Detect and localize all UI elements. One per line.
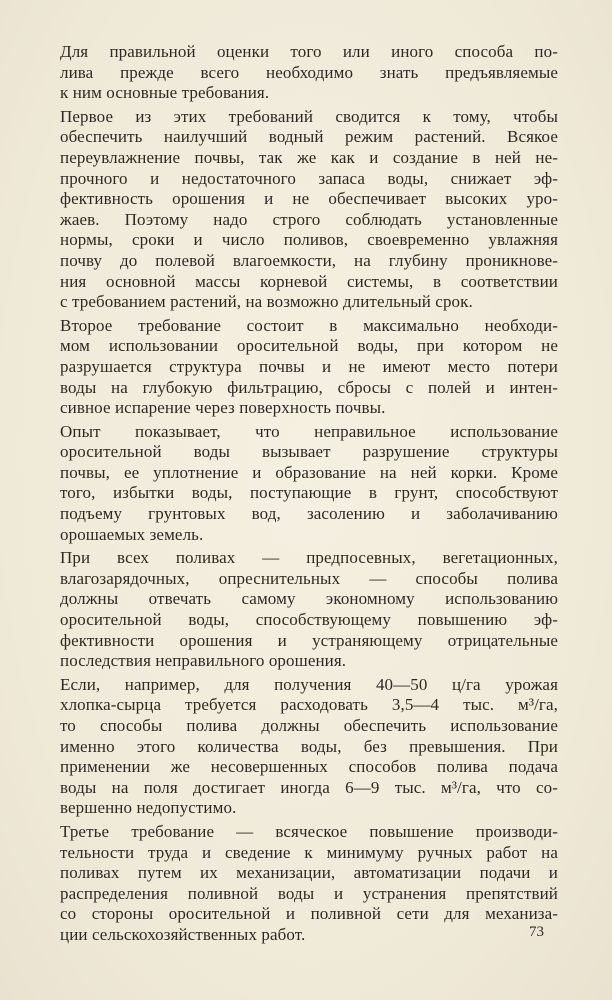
text-line: воды на глубокую фильтрацию, сбросы с полей и интен- [60,377,558,397]
text-line: подъему грунтовых вод, засолению и заболачиванию [60,504,558,524]
text-line: последствия неправильного орошения. [60,651,347,671]
text-line: жаев. Поэтому надо строго соблюдать установленные [60,209,558,229]
text-line: фективность орошения и не обеспечивает высоких уро- [60,189,558,209]
text-line: сивное испарение через поверхность почвы. [60,398,386,418]
text-line: прочного и недостаточного запаса воды, снижает эф- [60,168,558,188]
text-line: переувлажнение почвы, так же как и создание в ней не- [60,147,558,167]
text-line: мом использовании оросительной воды, при котором не [60,336,558,356]
text-line: со стороны оросительной и поливной сети для механиза- [60,904,558,924]
text-line: распределения поливной воды и устранения препятствий [60,883,558,903]
text-line: тельности труда и сведение к минимуму ручных работ на [60,842,558,862]
text-line: Третье требование — всяческое повышение производи- [60,821,558,841]
text-line: Для правильной оценки того или иного способа по- [60,42,558,61]
paragraph [60,107,558,313]
paragraph [60,42,558,104]
text-line: Второе требование состоит в максимально необходи- [60,315,558,335]
text-line: орошаемых земель. [60,524,204,544]
text-line: оросительной воды, способствующему повышению эф- [60,610,558,630]
text-line: почвы, ее уплотнение и образование на ней корки. Кроме [60,462,558,482]
paragraph [60,675,558,819]
page-number: 73 [529,924,544,940]
text-line: хлопка-сырца требуется расходовать 3,5—4 тыс. м³/га, [60,695,558,715]
text-line: почву до полевой влагоемкости, на глубину проникнове- [60,250,558,270]
text-line: Если, например, для получения 40—50 ц/га урожая [60,674,558,694]
text-line: фективности орошения и устраняющему отрицательные [60,630,558,650]
text-line: При всех поливах — предпосевных, вегетационных, [60,548,558,568]
text-line: с требованием растений, на возможно длительный срок. [60,292,473,312]
text-line: применении же несовершенных способов полива подача [60,757,558,777]
text-line: ции сельскохозяйственных работ. [60,924,306,944]
paragraph [60,422,558,546]
text-line: именно этого количества воды, без превышения. При [60,736,558,756]
text-line: воды на поля достигает иногда 6—9 тыс. м³/га, что со- [60,777,558,797]
text-line: Первое из этих требований сводится к тому, чтобы [60,106,558,126]
text-line: поливах путем их механизации, автоматизации подачи и [60,863,558,883]
text-line: влагозарядочных, опреснительных — способы полива [60,568,558,588]
text-line: к ним основные требования. [60,83,270,103]
paragraph [60,548,558,672]
paragraph [60,822,558,946]
text-line: должны отвечать самому экономному использованию [60,589,558,609]
paragraph [60,316,558,419]
text-line: ния основной массы корневой системы, в соответствии [60,271,558,291]
body-text [60,42,558,949]
text-line: оросительной воды вызывает разрушение структуры [60,442,558,462]
text-line: вершенно недопустимо. [60,798,237,818]
text-line: разрушается структура почвы и не имеют место потери [60,356,558,376]
text-line: обеспечить наилучший водный режим растений. Всякое [60,127,558,147]
text-line: нормы, сроки и число поливов, своевременно увлажняя [60,230,558,250]
text-line: того, избытки воды, поступающие в грунт, способствуют [60,483,558,503]
text-line: Опыт показывает, что неправильное использование [60,421,558,441]
text-line: лива прежде всего необходимо знать предъявляемые [60,62,558,82]
text-line: то способы полива должны обеспечить использование [60,716,558,735]
